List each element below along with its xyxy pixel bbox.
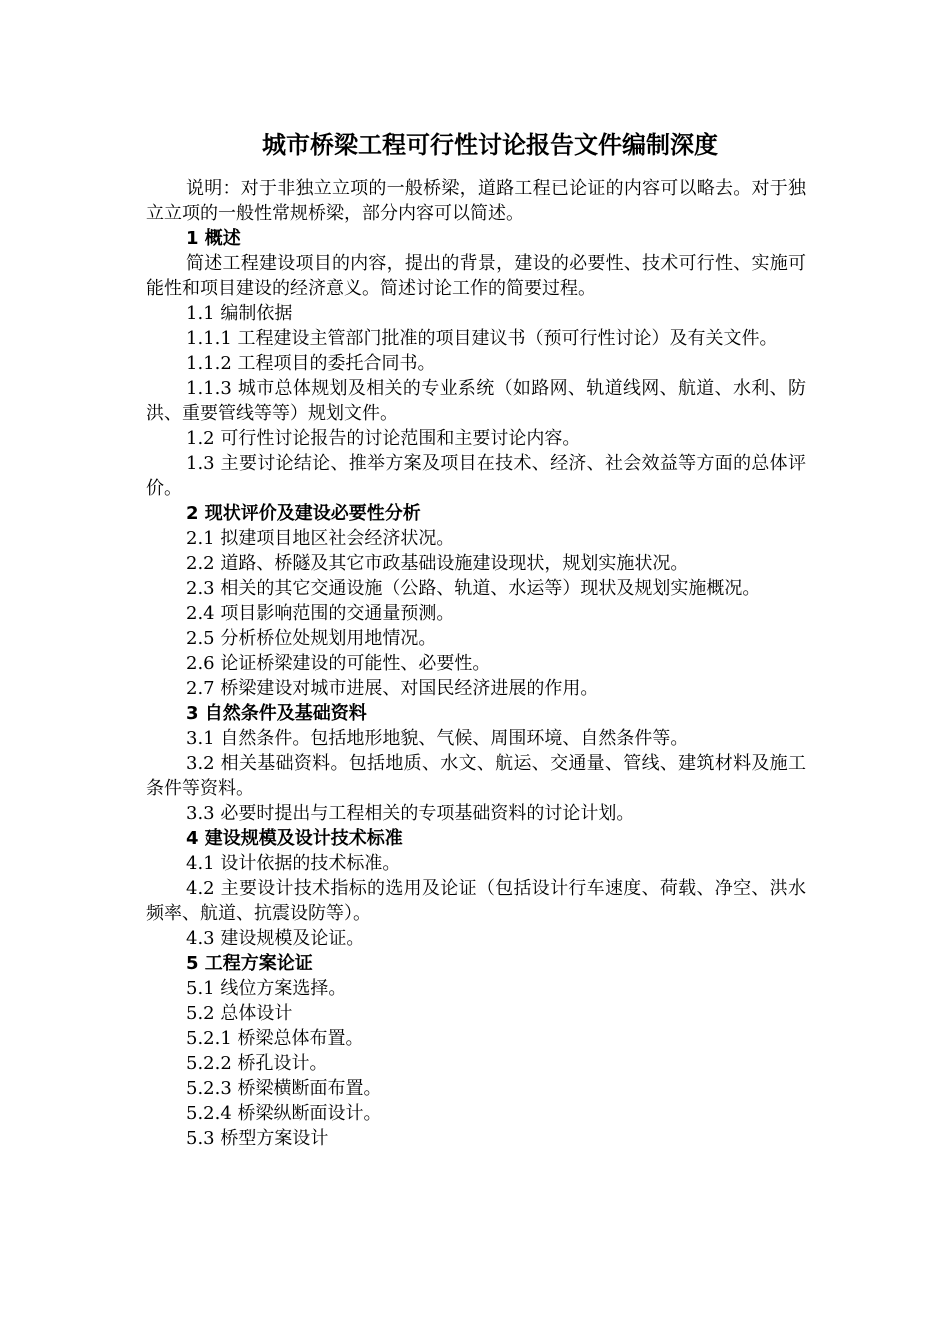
paragraph: 4.2 主要设计技术指标的选用及论证（包括设计行车速度、荷载、净空、洪水频率、航道、抗震设防等）。 [146, 878, 806, 924]
paragraph: 3.1 自然条件。包括地形地貌、气候、周围环境、自然条件等。 [186, 728, 689, 749]
paragraph: 5.2.2 桥孔设计。 [186, 1053, 328, 1074]
paragraph: 1.1.3 城市总体规划及相关的专业系统（如路网、轨道线网、航道、水利、防洪、重要管线等等）规划文件。 [146, 378, 806, 424]
document-page [146, 128, 806, 1151]
paragraph: 5.2.4 桥梁纵断面设计。 [186, 1103, 382, 1124]
paragraph: 1.1.1 工程建设主管部门批准的项目建议书（预可行性讨论）及有关文件。 [186, 328, 778, 349]
paragraph: 1.1 编制依据 [186, 303, 293, 324]
paragraph: 5.3 桥型方案设计 [186, 1128, 329, 1149]
document-title: 城市桥梁工程可行性讨论报告文件编制深度 [262, 131, 718, 159]
paragraph: 5.2.1 桥梁总体布置。 [186, 1028, 364, 1049]
section-heading-1: 1 概述 [186, 228, 241, 249]
paragraph: 1.2 可行性讨论报告的讨论范围和主要讨论内容。 [186, 428, 581, 449]
document-body [146, 176, 806, 1151]
paragraph: 2.6 论证桥梁建设的可能性、必要性。 [186, 653, 491, 674]
paragraph: 2.1 拟建项目地区社会经济状况。 [186, 528, 455, 549]
paragraph: 1.3 主要讨论结论、推举方案及项目在技术、经济、社会效益等方面的总体评价。 [146, 453, 806, 499]
paragraph: 2.3 相关的其它交通设施（公路、轨道、水运等）现状及规划实施概况。 [186, 578, 761, 599]
paragraph: 4.1 设计依据的技术标准。 [186, 853, 401, 874]
paragraph: 3.2 相关基础资料。包括地质、水文、航运、交通量、管线、建筑材料及施工条件等资料。 [146, 753, 806, 799]
paragraph: 简述工程建设项目的内容，提出的背景，建设的必要性、技术可行性、实施可能性和项目建设的经济意义。简述讨论工作的简要过程。 [146, 253, 806, 299]
paragraph: 5.1 线位方案选择。 [186, 978, 347, 999]
paragraph: 2.5 分析桥位处规划用地情况。 [186, 628, 437, 649]
paragraph: 2.7 桥梁建设对城市进展、对国民经济进展的作用。 [186, 678, 599, 699]
paragraph: 5.2 总体设计 [186, 1003, 293, 1024]
paragraph: 2.4 项目影响范围的交通量预测。 [186, 603, 455, 624]
paragraph: 3.3 必要时提出与工程相关的专项基础资料的讨论计划。 [186, 803, 635, 824]
paragraph: 2.2 道路、桥隧及其它市政基础设施建设现状，规划实施状况。 [186, 553, 689, 574]
section-heading-5: 5 工程方案论证 [186, 953, 313, 974]
paragraph: 5.2.3 桥梁横断面布置。 [186, 1078, 382, 1099]
note-paragraph: 说明：对于非独立立项的一般桥梁，道路工程已论证的内容可以略去。对于独立立项的一般性常规桥梁，部分内容可以简述。 [146, 178, 806, 224]
section-heading-3: 3 自然条件及基础资料 [186, 703, 367, 724]
paragraph: 4.3 建设规模及论证。 [186, 928, 365, 949]
section-heading-2: 2 现状评价及建设必要性分析 [186, 503, 421, 524]
section-heading-4: 4 建设规模及设计技术标准 [186, 828, 403, 849]
paragraph: 1.1.2 工程项目的委托合同书。 [186, 353, 436, 374]
